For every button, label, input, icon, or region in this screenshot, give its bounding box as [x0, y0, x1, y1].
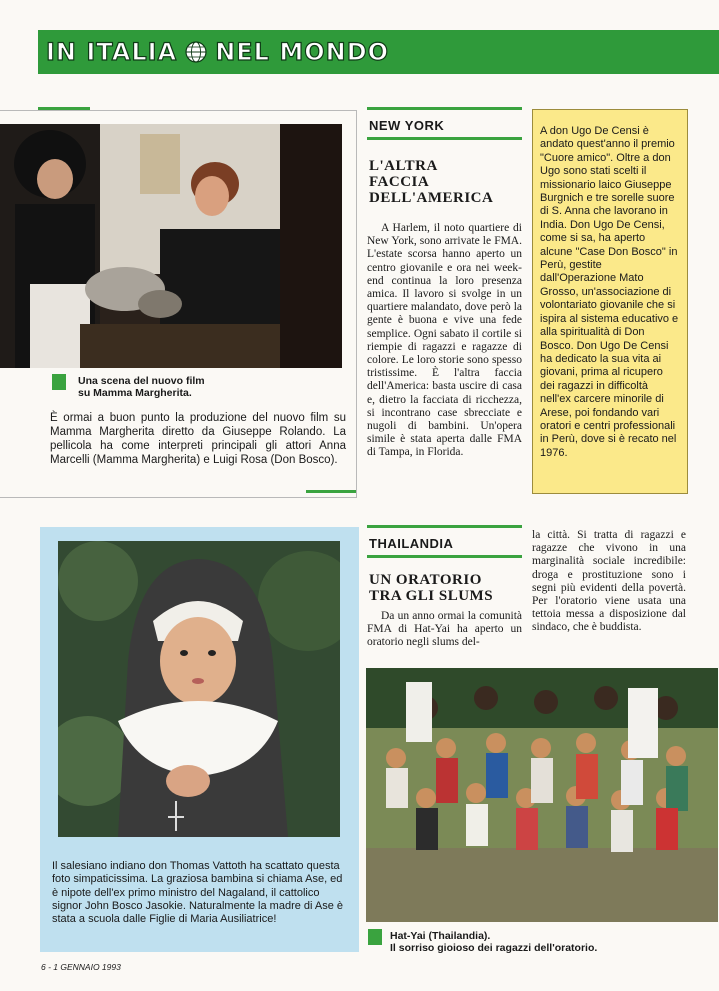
film-caption-line-1: Una scena del nuovo film [78, 375, 205, 387]
header-title-left: IN ITALIA [46, 38, 178, 66]
section-header [46, 35, 389, 69]
headline-thailandia-line-2: TRA GLI SLUMS [369, 588, 494, 604]
film-scene-photo [0, 124, 342, 368]
headline-newyork [369, 158, 524, 206]
section-title-thailandia: THAILANDIA [369, 536, 454, 551]
headline-thailandia [369, 572, 524, 604]
ase-text: Il salesiano indiano don Thomas Vattoth ha scattato questa foto simpaticissima. La graziosa bambina si chiama Ase, ed è nipote dell'ex primo ministro del Nagaland, il cattolico signor John Bosco Jasokie. Naturalmente la madre di Ase è stata a scuola dalle Figlie di Maria Ausiliatrice! [52, 860, 344, 926]
column-rule [367, 555, 522, 558]
caption-marker [368, 929, 382, 945]
section-title-newyork: NEW YORK [369, 118, 445, 133]
film-caption [78, 375, 278, 399]
child-nun-photo [58, 541, 340, 837]
award-text: A don Ugo De Censi è andato quest'anno il premio "Cuore amico". Oltre a don Ugo sono stati scelti il missionario laico Giuseppe Burgnich e tre sorelle suore di S. Anna che lavorano in India. Don Ugo De Censi, come si sa, ha aperto alcune "Case Don Bosco" in Perù, gestite dall'Operazione Mato Grosso, un'associazione di volontariato giovanile che si ispira al sistema educativo e alla spiritualità di Don Bosco. Don Ugo De Censi ha dedicato la sua vita ai giovani, prima al ricupero dei ragazzi in difficoltà nell'ex carcere minorile di Arese, poi fondando vari oratori e centri professionali in Perù, dove si è recato nel 1976. [540, 125, 679, 459]
header-title-right: NEL MONDO [215, 38, 390, 66]
accent-bar [306, 490, 356, 493]
thailandia-caption [390, 930, 690, 954]
column-rule [367, 107, 522, 110]
headline-newyork-line-1: L'ALTRA [369, 158, 438, 174]
newyork-body: A Harlem, il noto quartiere di New York, sono arrivate le FMA. L'estate scorsa hanno aperto un centro giovanile e ora nei week-end continua la loro presenza amica. Il lavoro si svolge in un quartiere malandato, dove però la gente è buona e vive una fede semplice. Ogni sabato il cortile si riempie di ragazzi e ragazze di colore. Le loro storie sono spesso tristissime. È l'altra faccia dell'America: basta uscire di casa e, dietro la facciata di ricchezza, si incontrano case sbrecciate e nugoli di bambini. Un'opera simile è stata aperta dalle FMA di Tampa, in Florida. [367, 222, 522, 459]
column-rule [367, 525, 522, 528]
thailandia-body-col2: la città. Si tratta di ragazzi e ragazze che vivono in una marginalità sociale incredibile: droga e prostituzione sono i segni più evidenti della povertà. Per l'oratorio viene usata una tettoia messa a disposizione dal sindaco, che è buddista. [532, 529, 686, 634]
column-rule [367, 137, 522, 140]
thailandia-body-col1: Da un anno ormai la comunità FMA di Hat-Yai ha aperto un oratorio negli slums del- [367, 610, 522, 649]
group-children-photo [366, 668, 718, 922]
thailandia-caption-line-2: Il sorriso gioioso dei ragazzi dell'oratorio. [390, 942, 598, 954]
globe-icon [185, 41, 207, 63]
headline-thailandia-line-1: UN ORATORIO [369, 572, 482, 588]
page-footer: 6 - 1 GENNAIO 1993 [41, 962, 121, 972]
film-body: È ormai a buon punto la produzione del nuovo film su Mamma Margherita diretto da Giuseppe Rolando. La pellicola ha come interpreti principali gli attori Anna Marcelli (Mamma Margherita) e Luigi Rosa (Don Bosco). [50, 412, 346, 466]
headline-newyork-line-3: DELL'AMERICA [369, 190, 494, 206]
caption-marker [52, 374, 66, 390]
headline-newyork-line-2: FACCIA [369, 174, 430, 190]
thailandia-caption-line-1: Hat-Yai (Thailandia). [390, 930, 491, 942]
film-caption-line-2: su Mamma Margherita. [78, 387, 192, 399]
